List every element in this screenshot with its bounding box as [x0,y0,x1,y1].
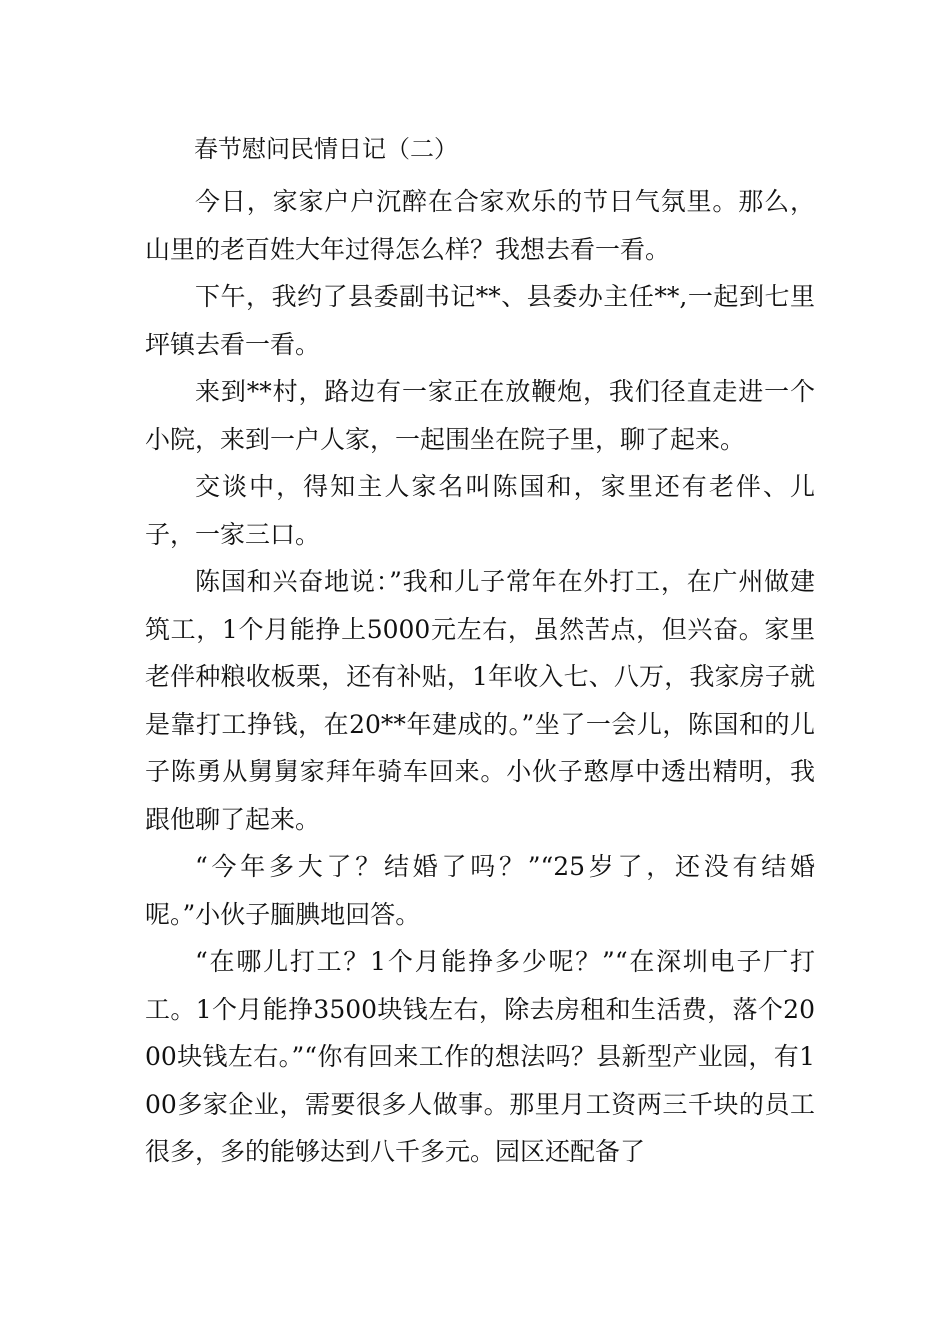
paragraph: “今年多大了？结婚了吗？”“25岁了，还没有结婚呢。”小伙子腼腆地回答。 [145,852,815,929]
document-title: 春节慰问民情日记（二） [194,135,458,163]
paragraph: 今日，家家户户沉醉在合家欢乐的节日气氛里。那么，山里的老百姓大年过得怎么样？我想去看一看。 [145,187,815,264]
paragraph: 来到**村，路边有一家正在放鞭炮，我们径直走进一个小院，来到一户人家，一起围坐在院子里，聊了起来。 [145,377,815,454]
paragraph: 下午，我约了县委副书记**、县委办主任**,一起到七里坪镇去看一看。 [145,282,815,359]
paragraph: “在哪儿打工？1个月能挣多少呢？”“在深圳电子厂打工。1个月能挣3500块钱左右，除去房租和生活费，落个2000块钱左右。”“你有回来工作的想法吗？县新型产业园，有100多家企业，需要很多人做事。那里月工资两三千块的员工很多，多的能够达到八千多元。园区还配备了 [145,947,815,1166]
paragraph: 交谈中，得知主人家名叫陈国和，家里还有老伴、儿子，一家三口。 [145,472,815,549]
document-body [145,178,815,1176]
paragraph: 陈国和兴奋地说：”我和儿子常年在外打工，在广州做建筑工，1个月能挣上5000元左右，虽然苦点，但兴奋。家里老伴种粮收板栗，还有补贴，1年收入七、八万，我家房子就是靠打工挣钱，在20**年建成的。”坐了一会儿，陈国和的儿子陈勇从舅舅家拜年骑车回来。小伙子憨厚中透出精明，我跟他聊了起来。 [145,567,815,834]
